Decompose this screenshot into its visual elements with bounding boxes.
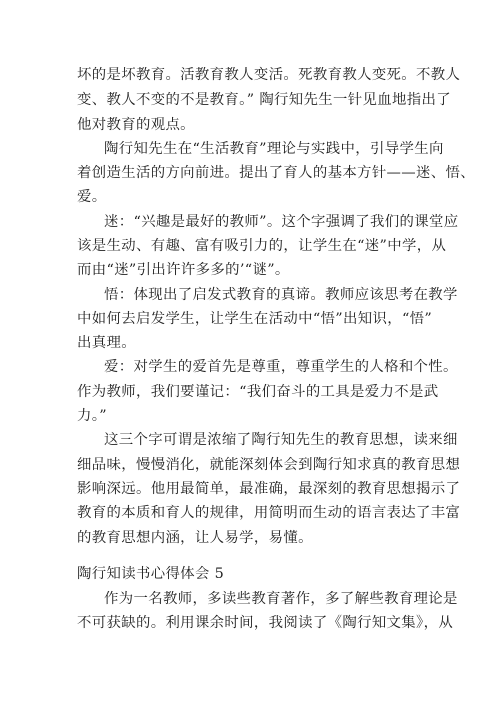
text-line: 细品味，慢慢消化，就能深刻体会到陶行知求真的教育思想 xyxy=(77,457,461,473)
text-line: 出真理。 xyxy=(77,335,136,351)
paragraph-first-line: 作为一名教师，多读些教育著作，多了解些教育理论是 xyxy=(104,591,458,607)
text-line: 作为教师，我们要谨记：“我们奋斗的工具是爱力不是武 xyxy=(77,384,439,400)
text-line: 的教育思想内涵，让人易学，易懂。 xyxy=(77,530,313,546)
paragraph-first-line: 爱：对学生的爱首先是尊重，尊重学生的人格和个性。 xyxy=(104,359,458,375)
text-line: 不可获缺的。利用课余时间，我阅读了《陶行知文集》，从 xyxy=(77,615,454,631)
text-line: 他对教育的观点。 xyxy=(77,117,195,133)
paragraph-first-line: 陶行知先生在“生活教育”理论与实践中，引导学生向 xyxy=(104,141,444,157)
text-line: 影响深远。他用最简单，最准确，最深刻的教育思想揭示了 xyxy=(77,481,461,497)
text-line: 坏的是坏教育。活教育教人变活。死教育教人变死。不教人 xyxy=(77,67,461,83)
text-line: 而由“迷”引出许许多多的’“谜”。 xyxy=(77,262,290,278)
text-line: 教育的本质和育人的规律，用简明而生动的语言表达了丰富 xyxy=(77,505,461,521)
paragraph-first-line: 悟：体现出了启发式教育的真谛。教师应该思考在教学 xyxy=(104,287,458,303)
text-line: 中如何去启发学生，让学生在活动中“悟”出知识，“悟” xyxy=(77,311,433,327)
text-line: 变、教人不变的不是教育。” 陶行知先生一针见血地指出了 xyxy=(77,92,451,108)
text-line: 着创造生活的方向前进。提出了育人的基本方针——迷、悟、 xyxy=(77,165,475,181)
section-heading: 陶行知读书心得体会 5 xyxy=(77,566,225,582)
text-line: 爱。 xyxy=(77,189,107,205)
paragraph-first-line: 迷：“兴趣是最好的教师”。这个字强调了我们的课堂应 xyxy=(104,214,459,230)
paragraph-first-line: 这三个字可谓是浓缩了陶行知先生的教育思想，读来细 xyxy=(104,432,458,448)
text-line: 该是生动、有趣、富有吸引力的，让学生在“迷”中学，从 xyxy=(77,238,447,254)
text-line: 力。” xyxy=(77,408,107,424)
